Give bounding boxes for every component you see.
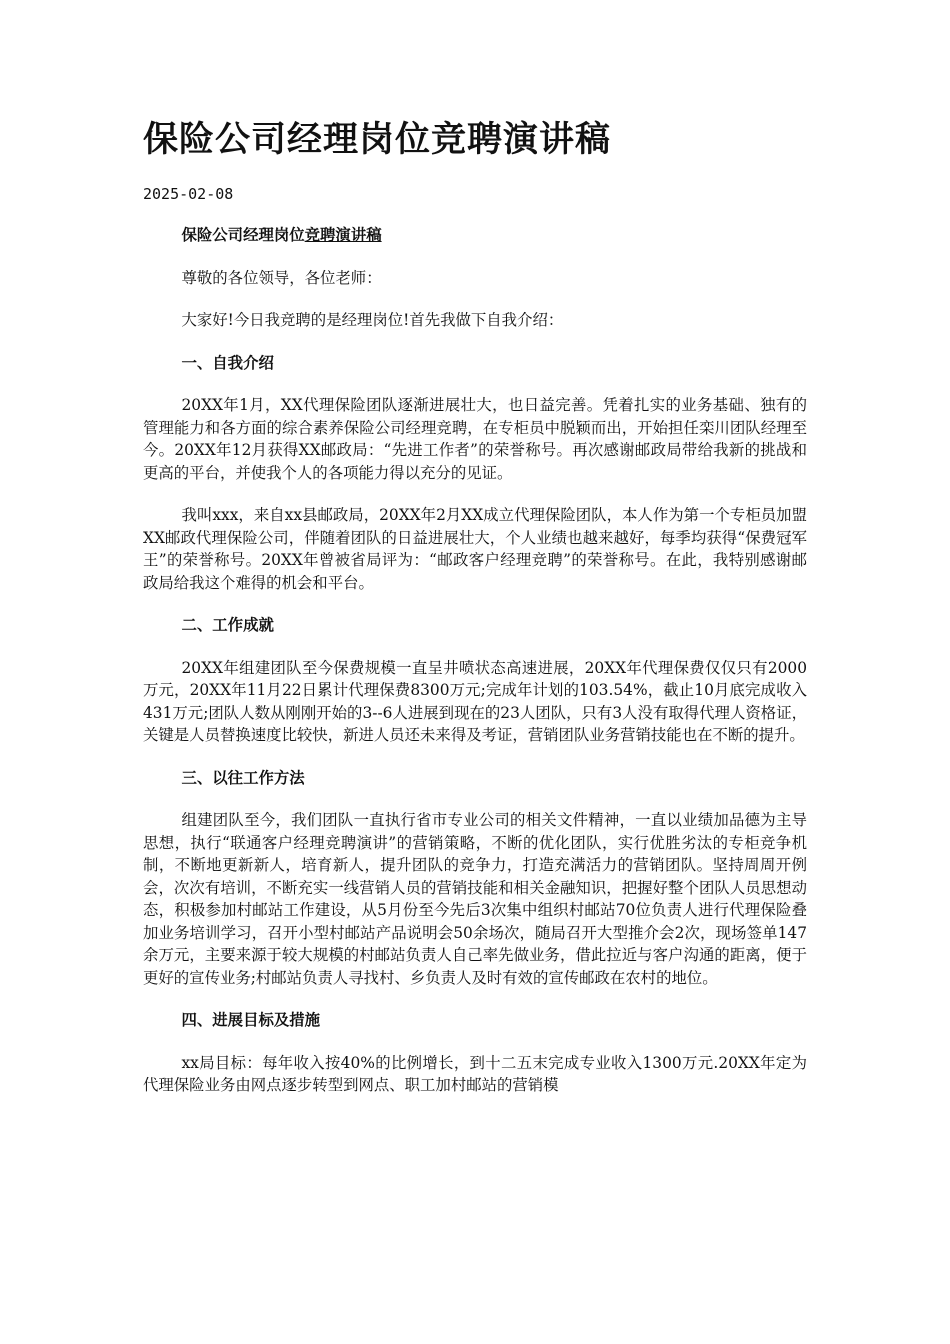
- document-subtitle: [143, 224, 807, 247]
- page-title: 保险公司经理岗位竞聘演讲稿: [143, 120, 612, 160]
- section-heading: 一、自我介绍: [181, 353, 274, 372]
- subtitle-underlined: 竞聘演讲稿: [304, 226, 382, 244]
- section-paragraph: 组建团队至今，我们团队一直执行省市专业公司的相关文件精神，一直以业绩加品德为主导思想，执行“联通客户经理竞聘演讲”的营销策略，不断的优化团队，实行优胜劣汰的专柜竞争机制，不断地更新新人，培育新人，提升团队的竞争力，打造充满活力的营销团队。坚持周周开例会，次次有培训，不断充实一线营销人员的营销技能和相关金融知识，把握好整个团队人员思想动态，积极参加村邮站工作建设，从5月份至今先后3次集中组织村邮站70位负责人进行代理保险叠加业务培训学习，召开小型村邮站产品说明会50余场次，随局召开大型推介会2次，现场签单147余万元，主要来源于较大规模的村邮站负责人自己率先做业务，借此拉近与客户沟通的距离，便于更好的宣传业务;村邮站负责人寻找村、乡负责人及时有效的宣传邮政在农村的地位。: [143, 811, 807, 987]
- greeting: 尊敬的各位领导，各位老师：: [181, 268, 382, 287]
- section-heading: 二、工作成就: [181, 616, 274, 634]
- document-body: [143, 224, 807, 1117]
- section-paragraph: xx局目标：每年收入按40%的比例增长，到十二五末完成专业收入1300万元.20XX年定为代理保险业务由网点逐步转型到网点、职工加村邮站的营销模: [143, 1053, 807, 1094]
- section-paragraph: 20XX年1月，XX代理保险团队逐渐进展壮大，也日益完善。凭着扎实的业务基础、独有的管理能力和各方面的综合素养保险公司经理竞聘，在专柜员中脱颖而出，开始担任栾川团队经理至今。20XX年12月获得XX邮政局：“先进工作者”的荣誉称号。再次感谢邮政局带给我新的挑战和更高的平台，并使我个人的各项能力得以充分的见证。: [143, 396, 807, 482]
- section-paragraph: 20XX年组建团队至今保费规模一直呈井喷状态高速进展，20XX年代理保费仅仅只有2000万元，20XX年11月22日累计代理保费8300万元;完成年计划的103.54%，截止10月底完成收入431万元;团队人数从刚刚开始的3--6人进展到现在的23人团队，只有3人没有取得代理人资格证，关键是人员替换速度比较快，新进人员还未来得及考证，营销团队业务营销技能也在不断的提升。: [143, 658, 807, 744]
- section-heading: 四、进展目标及措施: [181, 1011, 321, 1029]
- section-heading: 三、以往工作方法: [181, 768, 305, 787]
- publish-date: 2025-02-08: [143, 185, 234, 203]
- section-paragraph: 我叫xxx，来自xx县邮政局，20XX年2月XX成立代理保险团队，本人作为第一个专柜员加盟XX邮政代理保险公司，伴随着团队的日益进展壮大，个人业绩也越来越好，每季均获得“保费冠军王”的荣誉称号。20XX年曾被省局评为：“邮政客户经理竞聘”的荣誉称号。在此，我特别感谢邮政局给我这个难得的机会和平台。: [143, 506, 807, 592]
- subtitle-plain: 保险公司经理岗位: [181, 226, 305, 244]
- intro-paragraph: 大家好!今日我竞聘的是经理岗位!首先我做下自我介绍：: [181, 311, 564, 329]
